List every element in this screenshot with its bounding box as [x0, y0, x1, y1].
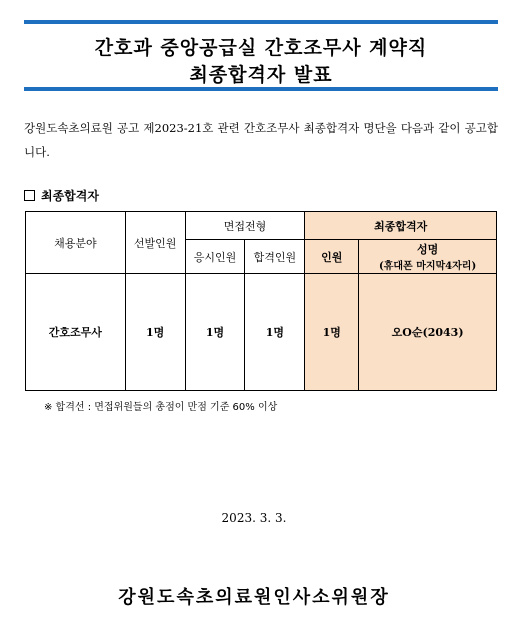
header-name — [359, 240, 497, 274]
cell-applicants: 1명 — [185, 274, 245, 391]
issuing-organization: 강원도속초의료원인사소위원장 — [118, 587, 390, 608]
announcement-date: 2023. 3. 3. — [221, 511, 287, 525]
section-heading-label: 최종합격자 — [41, 189, 99, 203]
header-interview: 면접전형 — [185, 212, 305, 240]
results-table — [25, 211, 497, 391]
title-box — [24, 20, 498, 86]
header-name-note: (휴대폰 마지막4자리) — [379, 261, 477, 272]
cell-selected: 1명 — [125, 274, 185, 391]
cell-passed: 1명 — [245, 274, 305, 391]
page-subtitle: 최종합격자 발표 — [189, 64, 333, 86]
cell-count: 1명 — [305, 274, 359, 391]
footnote: ※ 합격선 : 면접위원들의 총점이 만점 기준 60% 이상 — [44, 402, 278, 413]
notice-paragraph: 강원도속초의료원 공고 제2023-21호 관련 간호조무사 최종합격자 명단을 다음과 같이 공고합니다. — [24, 121, 498, 159]
header-applicants: 응시인원 — [185, 240, 245, 274]
header-name-label: 성명 — [416, 243, 439, 256]
header-final: 최종합격자 — [305, 212, 497, 240]
header-field: 채용분야 — [26, 212, 126, 274]
cell-field: 간호조무사 — [26, 274, 126, 391]
header-selected: 선발인원 — [125, 212, 185, 274]
title-top-rule — [24, 20, 498, 24]
header-count: 인원 — [305, 240, 359, 274]
table-row — [26, 274, 497, 391]
table-header-row — [26, 212, 497, 240]
header-passed: 합격인원 — [245, 240, 305, 274]
checkbox-square-icon — [24, 190, 35, 201]
page-title: 간호과 중앙공급실 간호조무사 계약직 — [94, 37, 428, 59]
cell-name: 오O순(2043) — [359, 274, 497, 391]
title-bottom-rule — [24, 87, 498, 91]
section-heading — [24, 187, 99, 204]
